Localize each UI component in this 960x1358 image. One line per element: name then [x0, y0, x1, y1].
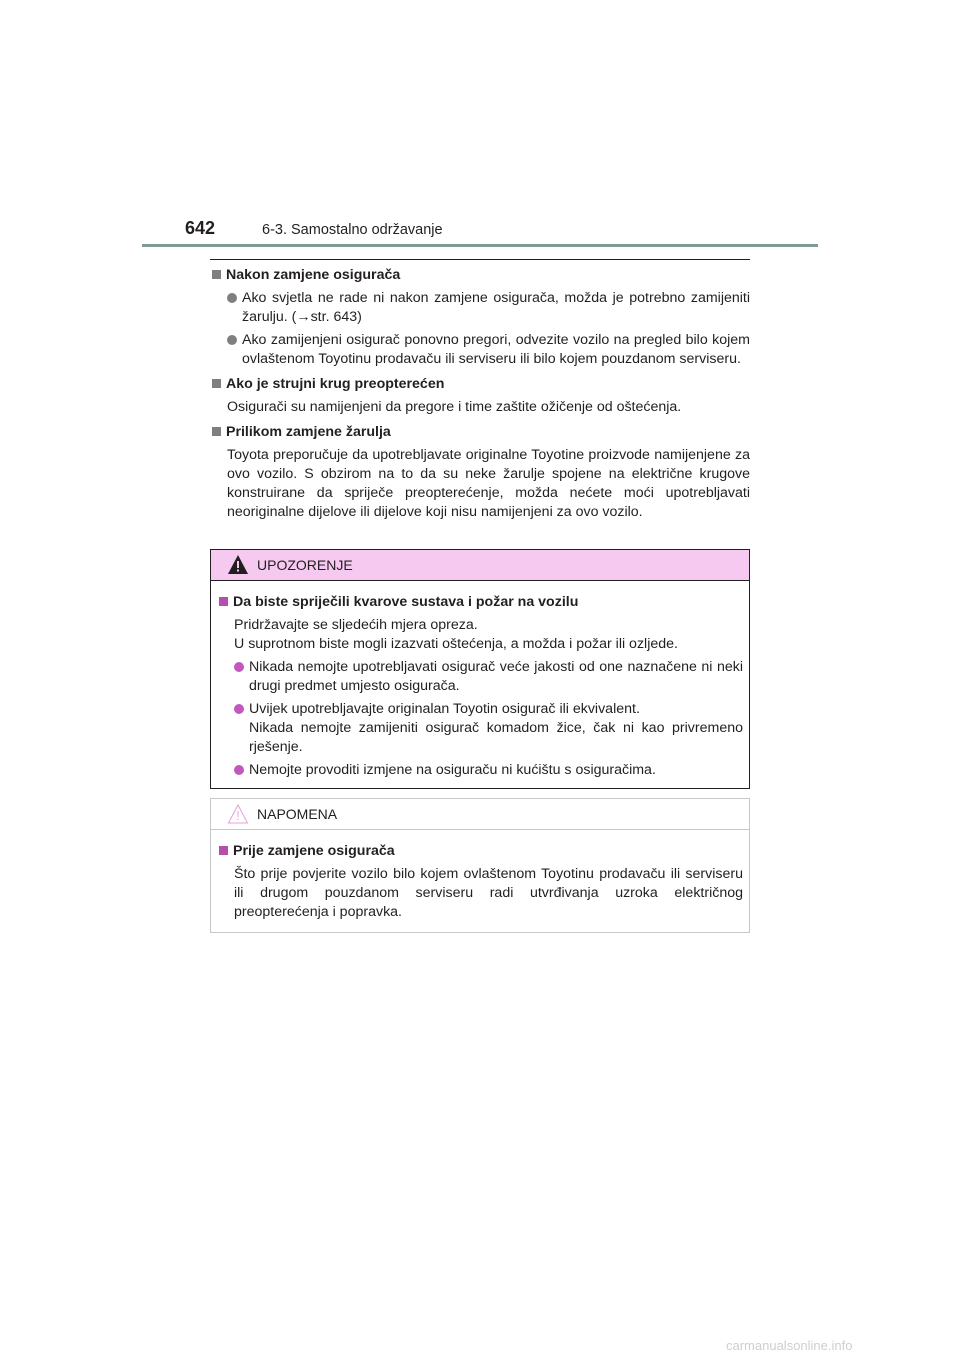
list-item: Ako svjetla ne rade ni nakon zamjene osigurača, možda je potrebno zamijeniti žarulju. (→str. 643) — [210, 289, 750, 327]
notice-label: NAPOMENA — [257, 806, 338, 822]
notice-triangle-icon — [227, 803, 249, 825]
body-text — [210, 266, 750, 522]
notice-body — [211, 830, 749, 922]
header-rule — [142, 244, 818, 247]
section-paragraph: Osigurači su namijenjeni da pregore i time zaštite ožičenje od oštećenja. — [227, 399, 682, 415]
notice-text: Što prije povjerite vozilo bilo kojem ovlaštenom Toyotinu prodavaču ili serviseru ili drugom pouzdanom serviseru radi utvrđivanja uzroka električnog preopterećenja i popravka. — [234, 866, 743, 920]
square-bullet-icon — [212, 379, 221, 388]
content-rule — [210, 259, 750, 260]
section-circuit-overload — [210, 375, 750, 417]
section-after-fuse-replacement — [210, 266, 750, 369]
warning-box — [210, 549, 750, 789]
round-bullet-icon — [234, 662, 244, 672]
section-heading: Ako je strujni krug preopterećen — [226, 376, 445, 392]
round-bullet-icon — [234, 765, 244, 775]
page-number: 642 — [185, 218, 216, 238]
warning-intro: U suprotnom biste mogli izazvati oštećenja, a možda i požar ili ozljede. — [234, 636, 678, 652]
notice-title: Prije zamjene osigurača — [233, 843, 395, 859]
section-title: 6-3. Samostalno održavanje — [262, 222, 443, 238]
warning-body — [211, 581, 749, 780]
round-bullet-icon — [227, 335, 237, 345]
square-bullet-icon — [219, 597, 228, 606]
square-bullet-icon — [219, 846, 228, 855]
warning-title: Da biste spriječili kvarove sustava i požar na vozilu — [233, 594, 579, 610]
notice-box — [210, 798, 750, 933]
list-item: Nemojte provoditi izmjene na osiguraču ni kućištu s osiguračima. — [217, 761, 743, 780]
list-item: Nikada nemojte upotrebljavati osigurač veće jakosti od one naznačene ni neki drugi predmet umjesto osigurača. — [217, 658, 743, 696]
warning-label: UPOZORENJE — [257, 557, 353, 573]
watermark: carmanualsonline.info — [726, 1338, 853, 1353]
section-bulb-replacement — [210, 423, 750, 522]
warning-intro: Pridržavajte se sljedećih mjera opreza. — [234, 617, 478, 633]
square-bullet-icon — [212, 270, 221, 279]
warning-header — [211, 550, 749, 581]
section-heading: Prilikom zamjene žarulja — [226, 424, 391, 440]
list-item: Ako zamijenjeni osigurač ponovno pregori, odvezite vozilo na pregled bilo kojem ovlaštenom Toyotinu prodavaču ili serviseru ili bilo kojem pouzdanom serviseru. — [210, 331, 750, 369]
round-bullet-icon — [227, 293, 237, 303]
square-bullet-icon — [212, 427, 221, 436]
round-bullet-icon — [234, 704, 244, 714]
section-heading: Nakon zamjene osigurača — [226, 267, 401, 283]
list-item: Uvijek upotrebljavajte originalan Toyotin osigurač ili ekvivalent. Nikada nemojte zamijeniti osigurač komadom žice, čak ni kao privremeno rješenje. — [217, 700, 743, 757]
notice-header — [211, 799, 749, 830]
warning-triangle-icon — [227, 554, 249, 576]
section-paragraph: Toyota preporučuje da upotrebljavate originalne Toyotine proizvode namijenjene za ovo vozilo. S obzirom na to da su neke žarulje spojene na električne krugove konstruirane da spriječe preopterećenje, možda nećete moći upotrebljavati neoriginalne dijelove ili dijelove koji nisu namijenjeni za ovo vozilo. — [227, 447, 750, 520]
